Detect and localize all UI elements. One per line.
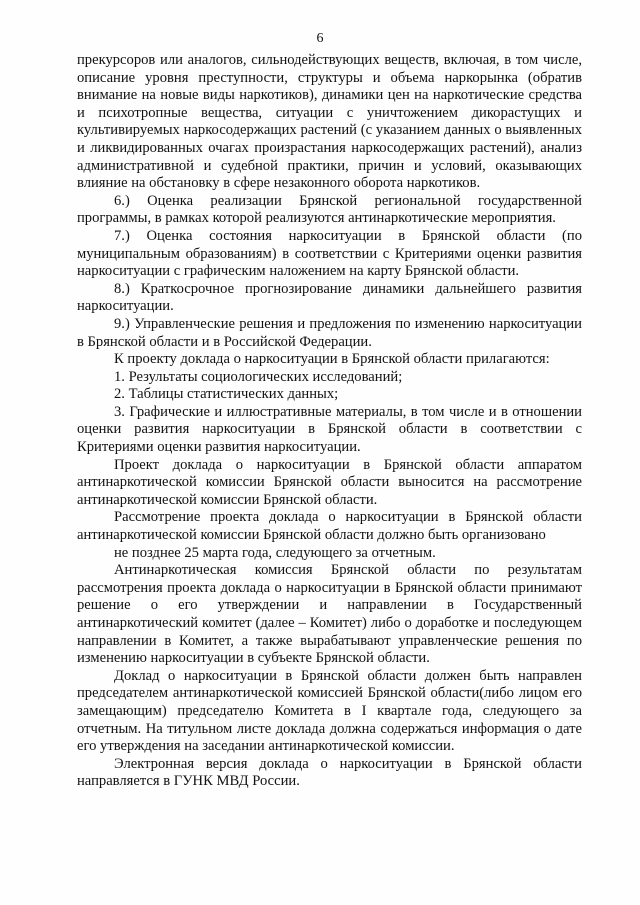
document-body [77, 52, 582, 791]
paragraph-review-organization: Рассмотрение проекта доклада о наркоситуации в Брянской области антинаркотической комиссии Брянской области должно быть организовано [77, 509, 582, 544]
paragraph-report-submission: Доклад о наркоситуации в Брянской области должен быть направлен председателем антинаркотической комиссией Брянской области(либо лицом его замещающим) председателю Комитета в I квартале года, следующего за отчетным. На титульном листе доклада должна содержаться информация о дате его утверждения на заседании антинаркотической комиссии. [77, 667, 582, 755]
paragraph-continuation: прекурсоров или аналогов, сильнодействующих веществ, включая, в том числе, описание уровня преступности, структуры и объема наркорынка (обратив внимание на новые виды наркотиков), динамики цен на наркотические средства и психотропные вещества, ситуации с уничтожением дикорастущих и культивируемых наркосодержащих растений (с указанием данных о выявленных и ликвидированных очагах произрастания наркосодержащих растений), анализ административной и судебной практики, причин и условий, оказывающих влияние на обстановку в сфере незаконного оборота наркотиков. [77, 52, 582, 192]
attachment-item-3: 3. Графические и иллюстративные материалы, в том числе и в отношении оценки развития наркоситуации в Брянской области в соответствии с Критериями оценки развития наркоситуации. [77, 403, 582, 456]
attachment-item-2: 2. Таблицы статистических данных; [114, 386, 339, 403]
paragraph-review-deadline: не позднее 25 марта года, следующего за отчетным. [114, 544, 436, 561]
paragraph-item-9: 9.) Управленческие решения и предложения по изменению наркоситуации в Брянской области и в Российской Федерации. [77, 315, 582, 350]
page-number: 6 [316, 31, 324, 46]
paragraph-item-8: 8.) Краткосрочное прогнозирование динамики дальнейшего развития наркоситуации. [77, 280, 582, 315]
paragraph-commission-decision: Антинаркотическая комиссия Брянской области по результатам рассмотрения проекта доклада о наркоситуации в Брянской области принимают решение о его утверждении и направлении в Государственный антинаркотический комитет (далее – Комитет) либо о доработке и последующем направлении в Комитет, а также вырабатывают управленческие решения по изменению наркоситуации в субъекте Брянской области. [77, 562, 582, 667]
paragraph-draft-submission: Проект доклада о наркоситуации в Брянской области аппаратом антинаркотической комиссии Брянской области выносится на рассмотрение антинаркотической комиссии Брянской области. [77, 456, 582, 508]
paragraph-electronic-version: Электронная версия доклада о наркоситуации в Брянской области направляется в ГУНК МВД России. [77, 755, 582, 790]
paragraph-attachments-intro: К проекту доклада о наркоситуации в Брянской области прилагаются: [114, 351, 550, 368]
attachment-item-1: 1. Результаты социологических исследований; [114, 368, 403, 385]
paragraph-item-7: 7.) Оценка состояния наркоситуации в Брянской области (по муниципальным образованиям) в соответствии с Критериями оценки развития наркоситуации с графическим наложением на карту Брянской области. [77, 227, 582, 280]
paragraph-item-6: 6.) Оценка реализации Брянской региональной государственной программы, в рамках которой реализуются антинаркотические мероприятия. [77, 192, 582, 227]
